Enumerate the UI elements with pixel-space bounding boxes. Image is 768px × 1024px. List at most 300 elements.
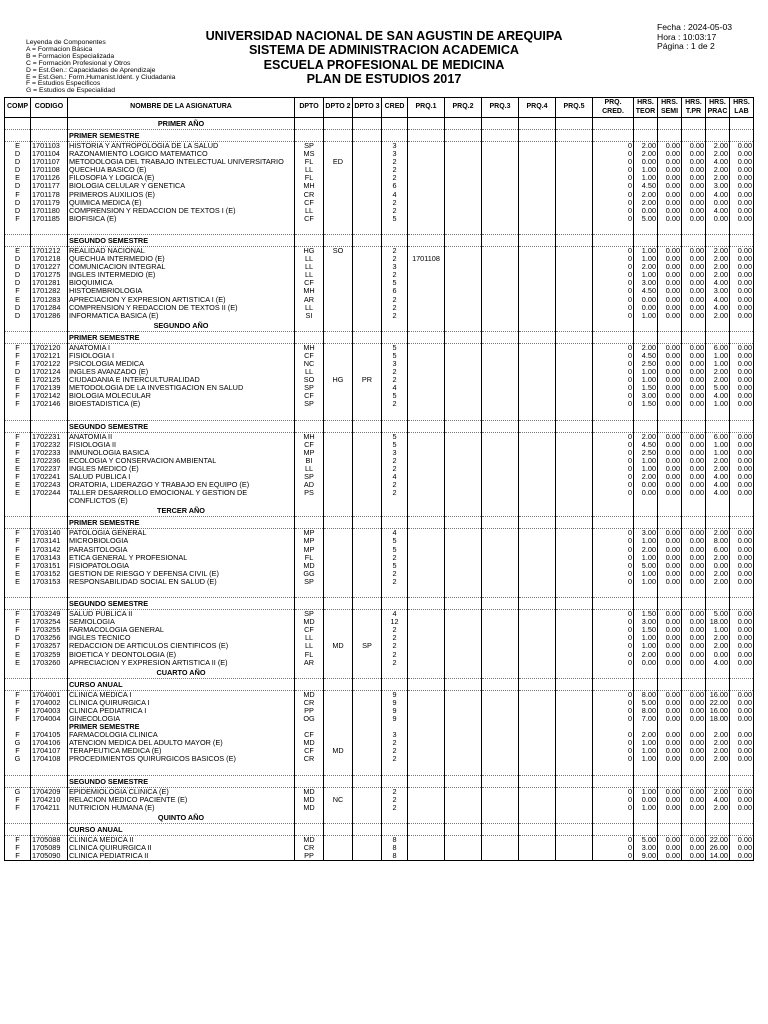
hrs-prac-cell: 2.00 bbox=[706, 312, 730, 320]
prq2-cell bbox=[445, 384, 482, 392]
code-cell: 1703259 bbox=[31, 651, 68, 659]
prq1-cell bbox=[408, 618, 445, 626]
prq4-cell bbox=[519, 296, 556, 304]
dpto-cell: CF bbox=[295, 747, 324, 755]
semester-row bbox=[5, 678, 754, 690]
dpto3-cell bbox=[353, 537, 382, 545]
hrs-tpr-cell: 0.00 bbox=[682, 150, 706, 158]
hrs-teor-cell: 1.00 bbox=[634, 255, 658, 263]
course-name-cell: BIOQUIMICA bbox=[68, 279, 295, 287]
comp-cell: D bbox=[5, 150, 31, 158]
hrs-prac-cell: 2.00 bbox=[706, 368, 730, 376]
prq1-cell bbox=[408, 465, 445, 473]
title-line: PLAN DE ESTUDIOS 2017 bbox=[306, 72, 462, 87]
prq-cred-cell: 0 bbox=[593, 562, 634, 570]
course-name-cell: CIUDADANIA E INTERCULTURALIDAD bbox=[68, 376, 295, 384]
prq5-cell bbox=[556, 554, 593, 562]
prq-cred-cell: 0 bbox=[593, 618, 634, 626]
hrs-semi-cell: 0.00 bbox=[658, 610, 682, 619]
semester-row bbox=[5, 420, 754, 432]
dpto2-cell bbox=[324, 731, 353, 739]
hrs-tpr-cell: 0.00 bbox=[682, 570, 706, 578]
dpto3-cell bbox=[353, 432, 382, 441]
code-cell: 1702122 bbox=[31, 360, 68, 368]
dpto2-cell bbox=[324, 489, 353, 505]
prq5-cell bbox=[556, 707, 593, 715]
prq1-cell bbox=[408, 473, 445, 481]
hrs-teor-cell: 0.00 bbox=[634, 296, 658, 304]
prq2-cell bbox=[445, 626, 482, 634]
prq5-cell bbox=[556, 449, 593, 457]
prq2-cell bbox=[445, 659, 482, 667]
hrs-tpr-cell: 0.00 bbox=[682, 287, 706, 295]
hrs-semi-cell: 0.00 bbox=[658, 489, 682, 505]
hrs-teor-cell: 2.00 bbox=[634, 191, 658, 199]
code-cell: 1701286 bbox=[31, 312, 68, 320]
hrs-prac-cell: 2.00 bbox=[706, 166, 730, 174]
code-cell: 1701126 bbox=[31, 174, 68, 182]
hrs-semi-cell: 0.00 bbox=[658, 537, 682, 545]
prq-cred-cell: 0 bbox=[593, 360, 634, 368]
report-meta bbox=[657, 23, 765, 52]
dpto3-cell bbox=[353, 384, 382, 392]
dpto3-cell bbox=[353, 166, 382, 174]
dpto3-cell bbox=[353, 215, 382, 223]
code-cell: 1701218 bbox=[31, 255, 68, 263]
dpto2-cell: MD bbox=[324, 642, 353, 650]
code-cell: 1701185 bbox=[31, 215, 68, 223]
hrs-lab-cell: 0.00 bbox=[730, 343, 754, 352]
course-row bbox=[5, 191, 754, 199]
hrs-semi-cell: 0.00 bbox=[658, 215, 682, 223]
dpto-cell: FL bbox=[295, 174, 324, 182]
hrs-lab-cell: 0.00 bbox=[730, 659, 754, 667]
cred-cell: 2 bbox=[382, 796, 408, 804]
prq2-cell bbox=[445, 150, 482, 158]
comp-cell: E bbox=[5, 489, 31, 505]
prq5-cell bbox=[556, 352, 593, 360]
prq4-cell bbox=[519, 246, 556, 255]
hrs-semi-cell: 0.00 bbox=[658, 651, 682, 659]
prq3-cell bbox=[482, 207, 519, 215]
prq-cred-cell: 0 bbox=[593, 441, 634, 449]
code-cell: 1703255 bbox=[31, 626, 68, 634]
cred-cell: 4 bbox=[382, 191, 408, 199]
course-row bbox=[5, 174, 754, 182]
prq-cred-cell: 0 bbox=[593, 287, 634, 295]
hrs-tpr-cell: 0.00 bbox=[682, 400, 706, 408]
code-cell: 1701108 bbox=[31, 166, 68, 174]
prq4-cell bbox=[519, 481, 556, 489]
prq3-cell bbox=[482, 578, 519, 586]
hrs-prac-cell: 2.00 bbox=[706, 787, 730, 796]
prq-cred-cell: 0 bbox=[593, 570, 634, 578]
prq-cred-cell: 0 bbox=[593, 199, 634, 207]
dpto-cell: LL bbox=[295, 271, 324, 279]
course-name-cell: FILOSOFIA Y LOGICA (E) bbox=[68, 174, 295, 182]
comp-cell: F bbox=[5, 400, 31, 408]
dpto-cell: SP bbox=[295, 610, 324, 619]
course-row bbox=[5, 182, 754, 190]
cred-cell: 4 bbox=[382, 384, 408, 392]
code-cell: 1701284 bbox=[31, 304, 68, 312]
hrs-prac-cell: 4.00 bbox=[706, 659, 730, 667]
code-cell: 1703152 bbox=[31, 570, 68, 578]
hrs-semi-cell: 0.00 bbox=[658, 246, 682, 255]
code-cell: 1702146 bbox=[31, 400, 68, 408]
comp-cell: F bbox=[5, 835, 31, 844]
dpto-cell: FL bbox=[295, 651, 324, 659]
prq-cred-cell: 0 bbox=[593, 473, 634, 481]
dpto3-cell bbox=[353, 755, 382, 763]
dpto2-cell bbox=[324, 618, 353, 626]
hrs-prac-cell: 2.00 bbox=[706, 255, 730, 263]
dpto3-cell bbox=[353, 481, 382, 489]
spacer-row bbox=[5, 409, 754, 421]
dpto-cell: MD bbox=[295, 804, 324, 812]
dpto3-cell bbox=[353, 465, 382, 473]
prq-cred-cell: 0 bbox=[593, 263, 634, 271]
prq4-cell bbox=[519, 207, 556, 215]
prq-cred-cell: 0 bbox=[593, 578, 634, 586]
year-row bbox=[5, 812, 754, 824]
hrs-tpr-cell: 0.00 bbox=[682, 296, 706, 304]
course-row bbox=[5, 699, 754, 707]
hrs-tpr-cell: 0.00 bbox=[682, 578, 706, 586]
hrs-semi-cell: 0.00 bbox=[658, 804, 682, 812]
prq5-cell bbox=[556, 400, 593, 408]
prq-cred-cell: 0 bbox=[593, 343, 634, 352]
comp-cell: E bbox=[5, 296, 31, 304]
cred-cell: 2 bbox=[382, 174, 408, 182]
code-cell: 1702243 bbox=[31, 481, 68, 489]
prq1-cell bbox=[408, 304, 445, 312]
prq3-cell bbox=[482, 852, 519, 861]
prq3-cell bbox=[482, 263, 519, 271]
prq5-cell bbox=[556, 489, 593, 505]
hrs-prac-cell: 2.00 bbox=[706, 246, 730, 255]
hrs-lab-cell: 0.00 bbox=[730, 489, 754, 505]
hrs-semi-cell: 0.00 bbox=[658, 852, 682, 861]
hrs-teor-cell: 1.00 bbox=[634, 457, 658, 465]
prq4-cell bbox=[519, 432, 556, 441]
cred-cell: 2 bbox=[382, 554, 408, 562]
prq2-cell bbox=[445, 651, 482, 659]
prq4-cell bbox=[519, 739, 556, 747]
prq3-cell bbox=[482, 376, 519, 384]
hrs-prac-cell: 2.00 bbox=[706, 642, 730, 650]
semester-label: PRIMER SEMESTRE bbox=[68, 517, 295, 529]
comp-cell: D bbox=[5, 182, 31, 190]
code-cell: 1702237 bbox=[31, 465, 68, 473]
comp-cell: F bbox=[5, 449, 31, 457]
hrs-prac-cell: 1.00 bbox=[706, 441, 730, 449]
course-row bbox=[5, 610, 754, 619]
prq2-cell bbox=[445, 441, 482, 449]
hrs-teor-cell: 1.50 bbox=[634, 626, 658, 634]
hrs-semi-cell: 0.00 bbox=[658, 844, 682, 852]
cred-cell: 5 bbox=[382, 279, 408, 287]
comp-cell: D bbox=[5, 255, 31, 263]
prq-cred-cell: 0 bbox=[593, 215, 634, 223]
prq1-cell bbox=[408, 400, 445, 408]
hrs-semi-cell: 0.00 bbox=[658, 296, 682, 304]
course-name-cell: PROCEDIMIENTOS QUIRURGICOS BASICOS (E) bbox=[68, 755, 295, 763]
hrs-lab-cell: 0.00 bbox=[730, 174, 754, 182]
hrs-lab-cell: 0.00 bbox=[730, 707, 754, 715]
prq2-cell bbox=[445, 787, 482, 796]
dpto3-cell bbox=[353, 352, 382, 360]
dpto2-cell bbox=[324, 554, 353, 562]
dpto-cell: MH bbox=[295, 432, 324, 441]
prq1-cell bbox=[408, 570, 445, 578]
code-cell: 1701227 bbox=[31, 263, 68, 271]
prq3-cell bbox=[482, 537, 519, 545]
dpto3-cell bbox=[353, 610, 382, 619]
dpto2-cell bbox=[324, 312, 353, 320]
dpto3-cell bbox=[353, 158, 382, 166]
comp-cell: F bbox=[5, 432, 31, 441]
prq2-cell bbox=[445, 199, 482, 207]
hrs-semi-cell: 0.00 bbox=[658, 659, 682, 667]
code-cell: 1702142 bbox=[31, 392, 68, 400]
dpto2-cell bbox=[324, 707, 353, 715]
hrs-prac-cell: 3.00 bbox=[706, 287, 730, 295]
cred-cell: 5 bbox=[382, 441, 408, 449]
course-row bbox=[5, 457, 754, 465]
hrs-lab-cell: 0.00 bbox=[730, 360, 754, 368]
prq2-cell bbox=[445, 537, 482, 545]
hrs-teor-cell: 1.00 bbox=[634, 376, 658, 384]
course-name-cell: COMPRENSION Y REDACCION DE TEXTOS II (E) bbox=[68, 304, 295, 312]
prq5-cell bbox=[556, 174, 593, 182]
course-name-cell: PARASITOLOGIA bbox=[68, 546, 295, 554]
semester-row bbox=[5, 823, 754, 835]
course-name-cell: PATOLOGIA GENERAL bbox=[68, 529, 295, 538]
prq1-cell bbox=[408, 610, 445, 619]
hrs-teor-cell: 1.00 bbox=[634, 642, 658, 650]
hrs-prac-cell: 4.00 bbox=[706, 279, 730, 287]
prq5-cell bbox=[556, 150, 593, 158]
prq1-cell bbox=[408, 215, 445, 223]
dpto2-cell bbox=[324, 690, 353, 699]
course-row bbox=[5, 384, 754, 392]
legend-line: B = Formacion Especializada bbox=[26, 52, 115, 60]
prq5-cell bbox=[556, 634, 593, 642]
prq4-cell bbox=[519, 852, 556, 861]
dpto-cell: CF bbox=[295, 199, 324, 207]
prq4-cell bbox=[519, 651, 556, 659]
hrs-tpr-cell: 0.00 bbox=[682, 804, 706, 812]
hrs-semi-cell: 0.00 bbox=[658, 199, 682, 207]
dpto3-cell bbox=[353, 142, 382, 151]
prq1-cell bbox=[408, 787, 445, 796]
hrs-lab-cell: 0.00 bbox=[730, 787, 754, 796]
hrs-semi-cell: 0.00 bbox=[658, 578, 682, 586]
comp-cell: D bbox=[5, 312, 31, 320]
col-header-dpto2: DPTO 2 bbox=[324, 98, 353, 118]
hrs-prac-cell: 1.00 bbox=[706, 626, 730, 634]
prq2-cell bbox=[445, 715, 482, 723]
prq-cred-cell: 0 bbox=[593, 150, 634, 158]
prq-cred-cell: 0 bbox=[593, 432, 634, 441]
cred-cell: 5 bbox=[382, 215, 408, 223]
course-row bbox=[5, 166, 754, 174]
prq3-cell bbox=[482, 835, 519, 844]
col-header-prq5: PRQ.5 bbox=[556, 98, 593, 118]
hrs-lab-cell: 0.00 bbox=[730, 182, 754, 190]
dpto3-cell bbox=[353, 207, 382, 215]
course-row bbox=[5, 360, 754, 368]
dpto3-cell bbox=[353, 707, 382, 715]
prq-cred-cell: 0 bbox=[593, 699, 634, 707]
prq4-cell bbox=[519, 174, 556, 182]
hrs-semi-cell: 0.00 bbox=[658, 642, 682, 650]
hrs-semi-cell: 0.00 bbox=[658, 546, 682, 554]
hrs-teor-cell: 1.00 bbox=[634, 554, 658, 562]
dpto2-cell bbox=[324, 207, 353, 215]
prq-cred-cell: 0 bbox=[593, 174, 634, 182]
dpto2-cell bbox=[324, 166, 353, 174]
prq2-cell bbox=[445, 562, 482, 570]
comp-cell: F bbox=[5, 392, 31, 400]
dpto3-cell bbox=[353, 690, 382, 699]
dpto-cell: MD bbox=[295, 618, 324, 626]
hrs-semi-cell: 0.00 bbox=[658, 360, 682, 368]
course-row bbox=[5, 546, 754, 554]
cred-cell: 2 bbox=[382, 271, 408, 279]
hrs-tpr-cell: 0.00 bbox=[682, 690, 706, 699]
prq4-cell bbox=[519, 271, 556, 279]
code-cell: 1704004 bbox=[31, 715, 68, 723]
prq5-cell bbox=[556, 215, 593, 223]
comp-cell: F bbox=[5, 796, 31, 804]
hrs-teor-cell: 1.00 bbox=[634, 634, 658, 642]
prq5-cell bbox=[556, 296, 593, 304]
prq2-cell bbox=[445, 392, 482, 400]
comp-cell: F bbox=[5, 852, 31, 861]
hrs-lab-cell: 0.00 bbox=[730, 747, 754, 755]
prq-cred-cell: 0 bbox=[593, 166, 634, 174]
spacer-row bbox=[5, 223, 754, 235]
prq3-cell bbox=[482, 392, 519, 400]
prq4-cell bbox=[519, 699, 556, 707]
course-row bbox=[5, 449, 754, 457]
dpto-cell: HG bbox=[295, 246, 324, 255]
course-row bbox=[5, 246, 754, 255]
comp-cell: E bbox=[5, 659, 31, 667]
prq4-cell bbox=[519, 457, 556, 465]
prq3-cell bbox=[482, 562, 519, 570]
prq1-cell bbox=[408, 246, 445, 255]
hrs-lab-cell: 0.00 bbox=[730, 166, 754, 174]
hrs-teor-cell: 3.00 bbox=[634, 844, 658, 852]
comp-cell: F bbox=[5, 690, 31, 699]
hrs-tpr-cell: 0.00 bbox=[682, 352, 706, 360]
cred-cell: 3 bbox=[382, 731, 408, 739]
hrs-teor-cell: 1.50 bbox=[634, 610, 658, 619]
prq5-cell bbox=[556, 384, 593, 392]
prq5-cell bbox=[556, 343, 593, 352]
hrs-teor-cell: 5.00 bbox=[634, 699, 658, 707]
semester-label: CURSO ANUAL bbox=[68, 823, 295, 835]
prq3-cell bbox=[482, 570, 519, 578]
prq-cred-cell: 0 bbox=[593, 835, 634, 844]
hrs-teor-cell: 3.00 bbox=[634, 279, 658, 287]
hrs-tpr-cell: 0.00 bbox=[682, 562, 706, 570]
prq3-cell bbox=[482, 787, 519, 796]
prq5-cell bbox=[556, 199, 593, 207]
dpto2-cell bbox=[324, 610, 353, 619]
prq4-cell bbox=[519, 626, 556, 634]
hrs-semi-cell: 0.00 bbox=[658, 271, 682, 279]
code-cell: 1704107 bbox=[31, 747, 68, 755]
hrs-lab-cell: 0.00 bbox=[730, 207, 754, 215]
dpto2-cell bbox=[324, 174, 353, 182]
prq3-cell bbox=[482, 142, 519, 151]
dpto-cell: LL bbox=[295, 166, 324, 174]
hrs-semi-cell: 0.00 bbox=[658, 570, 682, 578]
course-row bbox=[5, 400, 754, 408]
col-header-hrs-teor: HRS. TEOR bbox=[634, 98, 658, 118]
cred-cell: 4 bbox=[382, 529, 408, 538]
course-name-cell: BIOLOGIA CELULAR Y GENETICA bbox=[68, 182, 295, 190]
hrs-teor-cell: 1.00 bbox=[634, 739, 658, 747]
year-label: CUARTO AÑO bbox=[68, 667, 295, 679]
prq-cred-cell: 0 bbox=[593, 739, 634, 747]
prq5-cell bbox=[556, 255, 593, 263]
hrs-prac-cell: 18.00 bbox=[706, 618, 730, 626]
semester-inline-row bbox=[5, 723, 754, 731]
dpto3-cell bbox=[353, 246, 382, 255]
dpto3-cell bbox=[353, 343, 382, 352]
code-cell: 1702232 bbox=[31, 441, 68, 449]
dpto2-cell bbox=[324, 287, 353, 295]
code-cell: 1701178 bbox=[31, 191, 68, 199]
prq1-cell bbox=[408, 755, 445, 763]
dpto3-cell bbox=[353, 457, 382, 465]
prq4-cell bbox=[519, 142, 556, 151]
code-cell: 1701282 bbox=[31, 287, 68, 295]
hrs-lab-cell: 0.00 bbox=[730, 352, 754, 360]
prq1-cell bbox=[408, 554, 445, 562]
hrs-semi-cell: 0.00 bbox=[658, 376, 682, 384]
hrs-teor-cell: 0.00 bbox=[634, 207, 658, 215]
dpto-cell: CF bbox=[295, 215, 324, 223]
course-row bbox=[5, 271, 754, 279]
hrs-lab-cell: 0.00 bbox=[730, 271, 754, 279]
hrs-lab-cell: 0.00 bbox=[730, 304, 754, 312]
hrs-lab-cell: 0.00 bbox=[730, 279, 754, 287]
prq-cred-cell: 0 bbox=[593, 610, 634, 619]
comp-cell: F bbox=[5, 731, 31, 739]
dpto-cell: LL bbox=[295, 207, 324, 215]
hrs-lab-cell: 0.00 bbox=[730, 570, 754, 578]
dpto-cell: LL bbox=[295, 255, 324, 263]
prq1-cell bbox=[408, 191, 445, 199]
dpto-cell: LL bbox=[295, 304, 324, 312]
code-cell: 1704106 bbox=[31, 739, 68, 747]
prq2-cell bbox=[445, 400, 482, 408]
comp-cell: F bbox=[5, 191, 31, 199]
dpto-cell: CR bbox=[295, 699, 324, 707]
dpto2-cell bbox=[324, 651, 353, 659]
hrs-semi-cell: 0.00 bbox=[658, 191, 682, 199]
prq2-cell bbox=[445, 287, 482, 295]
code-cell: 1705089 bbox=[31, 844, 68, 852]
dpto3-cell bbox=[353, 312, 382, 320]
prq3-cell bbox=[482, 473, 519, 481]
